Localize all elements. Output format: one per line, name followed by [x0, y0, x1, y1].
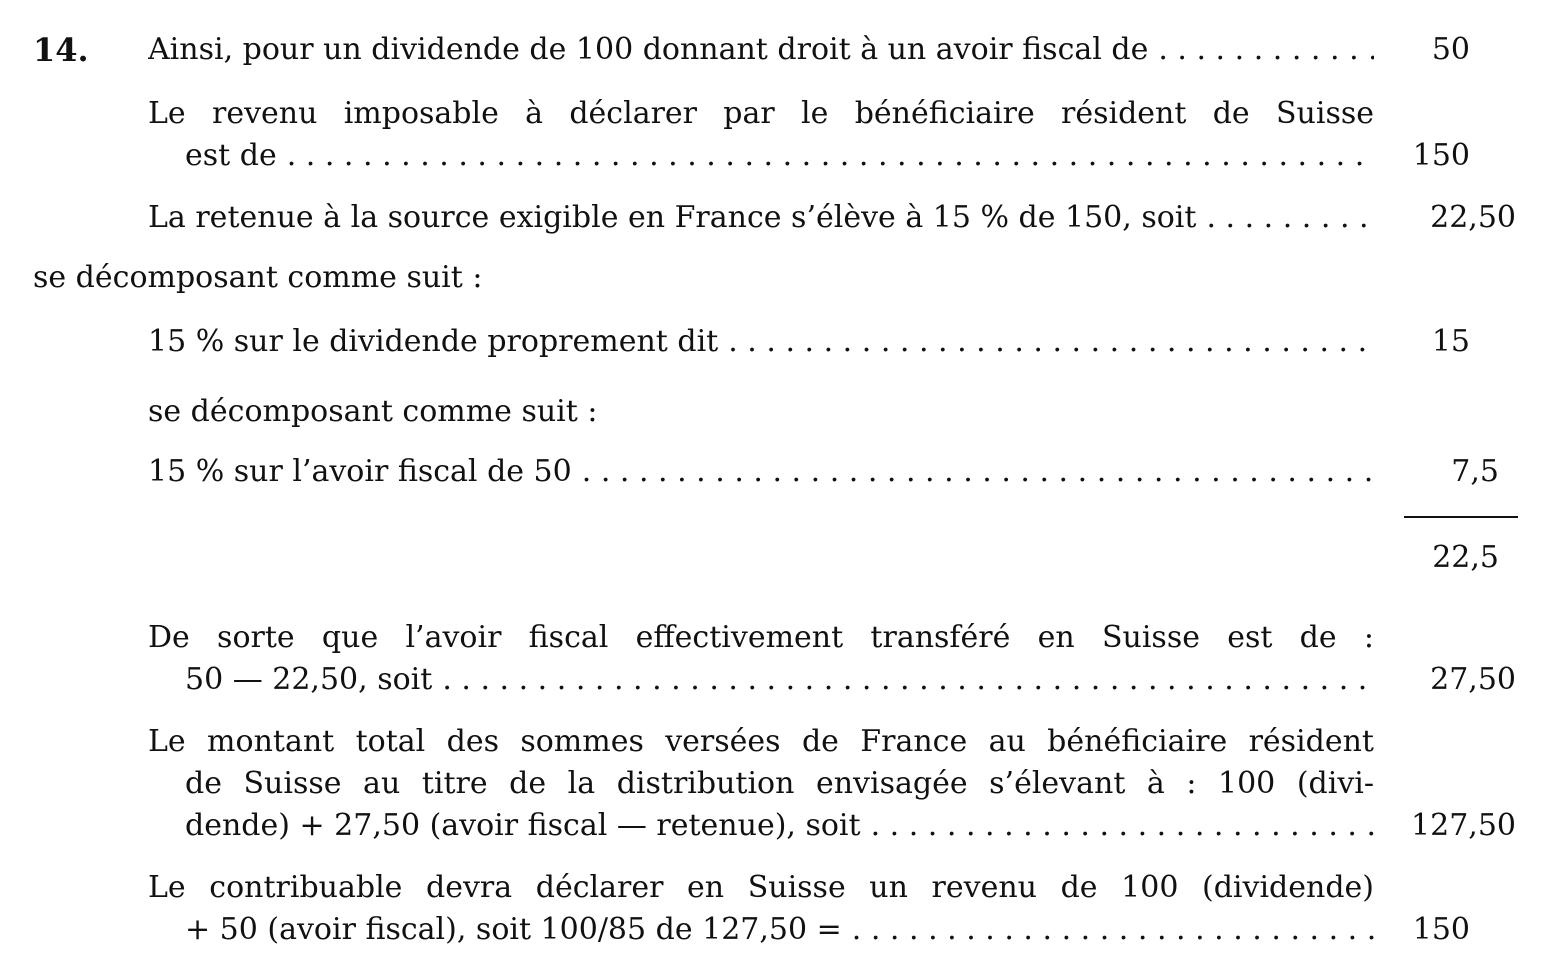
dot-leader	[582, 452, 1374, 492]
line-montant-total-text: Le montant total des sommes versées de France au bénéficiaire résident	[148, 724, 1374, 759]
dot-leader	[852, 910, 1374, 950]
amount-revenu-imposable: 150	[1412, 138, 1470, 173]
line-retenue-source	[148, 198, 1374, 238]
line-montant-total-cont2-text: dende) + 27,50 (avoir fiscal — retenue), soit	[185, 808, 861, 843]
line-contribuable-cont	[185, 910, 1374, 950]
line-de-sorte-cont-text: 50 — 22,50, soit	[185, 662, 433, 697]
amount-avoir-fiscal: 50	[1431, 32, 1470, 67]
line-contribuable-cont-text: + 50 (avoir fiscal), soit 100/85 de 127,50 =	[185, 912, 842, 947]
dot-leader	[728, 322, 1374, 362]
line-decomposant-1: se décomposant comme suit :	[33, 260, 483, 295]
line-dividende-propre	[148, 322, 1374, 362]
line-avoir-fiscal-50-text: 15 % sur l’avoir fiscal de 50	[148, 454, 572, 489]
amount-transfere: 27,50	[1430, 662, 1516, 697]
dot-leader	[1206, 198, 1374, 238]
paragraph-number: 14.	[33, 31, 89, 69]
line-revenu-imposable-text: Le revenu imposable à déclarer par le bénéficiaire résident de Suisse	[148, 96, 1374, 131]
amount-montant-total: 127,50	[1411, 808, 1516, 843]
line-decomposant-2: se décomposant comme suit :	[148, 394, 598, 429]
amount-sum: 22,5	[1432, 540, 1499, 575]
line-de-sorte	[148, 618, 1374, 658]
sum-rule	[1404, 516, 1518, 518]
dot-leader	[442, 660, 1374, 700]
amount-retenue: 22,50	[1430, 200, 1516, 235]
amount-avoir-fiscal-retenue: 7,5	[1451, 454, 1499, 489]
line-revenu-imposable	[148, 94, 1374, 134]
line-montant-total	[148, 722, 1374, 762]
amount-revenu-declare: 150	[1412, 912, 1470, 947]
dot-leader	[871, 806, 1374, 846]
amount-dividende-propre: 15	[1431, 324, 1470, 359]
line-de-sorte-text: De sorte que l’avoir fiscal effectivement transféré en Suisse est de :	[148, 620, 1374, 655]
line-contribuable-text: Le contribuable devra déclarer en Suisse un revenu de 100 (dividende)	[148, 870, 1374, 905]
line-dividend-text: Ainsi, pour un dividende de 100 donnant droit à un avoir fiscal de	[148, 32, 1149, 67]
line-montant-total-cont1-text: de Suisse au titre de la distribution envisagée s’élevant à : 100 (divi-	[185, 766, 1374, 801]
line-dividende-propre-text: 15 % sur le dividende proprement dit	[148, 324, 719, 359]
line-revenu-imposable-cont	[185, 136, 1374, 176]
line-de-sorte-cont	[185, 660, 1374, 700]
line-montant-total-cont1	[185, 764, 1374, 804]
dot-leader	[287, 136, 1374, 176]
line-revenu-imposable-cont-text: est de	[185, 138, 277, 173]
line-retenue-source-text: La retenue à la source exigible en France s’élève à 15 % de 150, soit	[148, 200, 1197, 235]
line-montant-total-cont2	[185, 806, 1374, 846]
line-avoir-fiscal-50	[148, 452, 1374, 492]
line-contribuable	[148, 868, 1374, 908]
line-dividend	[148, 30, 1374, 70]
